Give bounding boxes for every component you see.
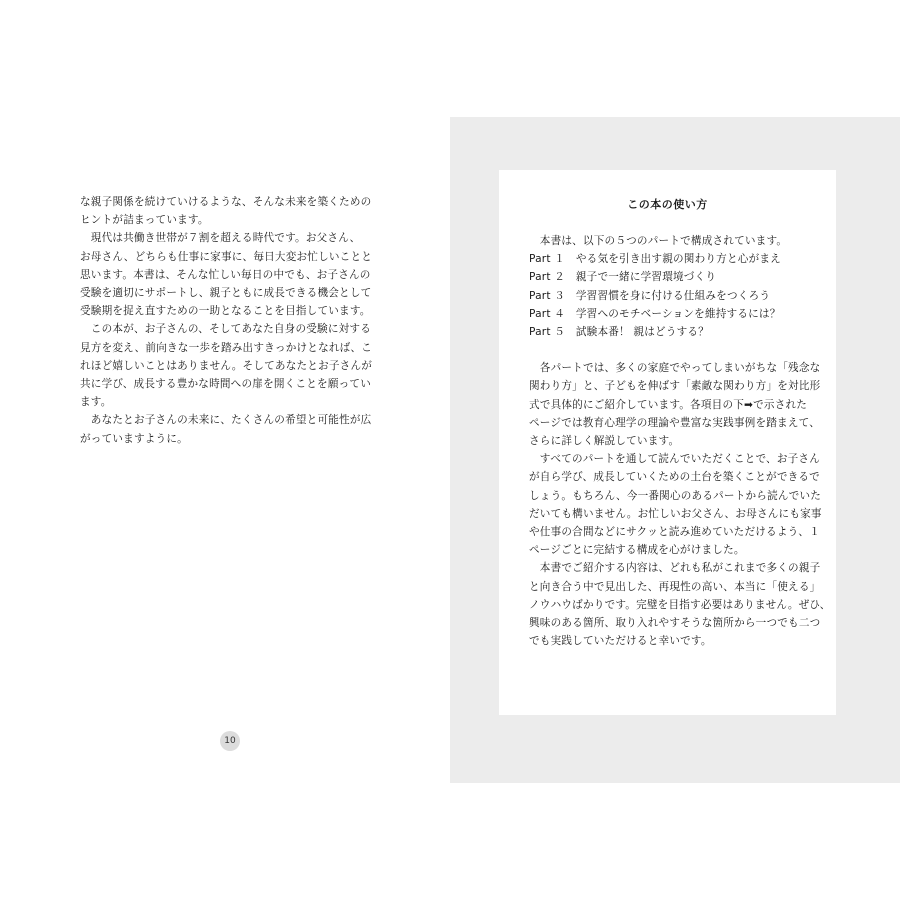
text-line: ページでは教育心理学の理論や豊富な実践事例を踏まえて、 [529,416,821,429]
paragraph-spacer [529,341,829,359]
how-to-use-card [499,170,836,715]
text-line: ヒントが詰まっています。 [80,214,209,227]
text-line: しょう。もちろん、今一番関心のあるパートから読んでいた [529,489,822,502]
text-line: でも実践していただけると幸いです。 [529,635,712,648]
text-line: だいても構いません。お忙しいお父さん、お母さんにも家事 [529,507,822,520]
text-line: さらに詳しく解説しています。 [529,435,680,448]
text-line: 式で具体的にご紹介しています。各項目の下➡で示された [529,398,808,411]
left-page-text [80,193,385,448]
text-line: 見方を変え、前向きな一歩を踏み出すきっかけとなれば、こ [80,341,373,354]
text-line: 受験を適切にサポートし、親子ともに成長できる機会として [80,287,372,300]
card-body [529,232,829,650]
text-line: と向き合う中で見出した、再現性の高い、本当に「使える」 [529,580,821,593]
text-line: がっていますように。 [80,432,188,445]
text-line: すべてのパートを通して読んでいただくことで、お子さん [529,453,821,466]
card-title: この本の使い方 [627,198,708,211]
part-item: Part １ やる気を引き出す親の関わり方と心がまえ [529,253,781,266]
text-line: 本書でご紹介する内容は、どれも私がこれまで多くの親子 [529,562,821,575]
part-item: Part ４ 学習へのモチベーションを維持するには？ [529,307,781,320]
part-item: Part ３ 学習習慣を身に付ける仕組みをつくろう [529,289,771,302]
text-line: あなたとお子さんの未来に、たくさんの希望と可能性が広 [80,414,372,427]
text-line: ノウハウばかりです。完璧を目指す必要はありません。ぜひ、 [529,598,831,611]
text-line: や仕事の合間などにサクッと読み進めていただけるよう、１ [529,526,821,539]
text-line: 受験期を捉え直すための一助となることを目指しています。 [80,305,371,318]
text-line: 思います。本書は、そんな忙しい毎日の中でも、お子さんの [80,268,371,281]
text-line: 関わり方」と、子どもを伸ばす「素敵な関わり方」を対比形 [529,380,821,393]
part-item: Part ２ 親子で一緒に学習環境づくり [529,271,717,284]
text-line: 現代は共働き世帯が７割を超える時代です。お父さん、 [80,232,361,245]
page-number-badge: 10 [220,731,240,751]
text-line: が自ら学び、成長していくための土台を築くことができるで [529,471,820,484]
part-item: Part ５ 試験本番！ 親はどうする？ [529,326,709,339]
text-line: この本が、お子さんの、そしてあなた自身の受験に対する [80,323,372,336]
text-line: お母さん、どちらも仕事に家事に、毎日大変お忙しいことと [80,250,373,263]
right-page [450,117,900,783]
text-line: 各パートでは、多くの家庭でやってしまいがちな「残念な [529,362,821,375]
text-line: 興味のある箇所、取り入れやすそうな箇所から一つでも二つ [529,617,821,630]
text-line: ページごとに完結する構成を心がけました。 [529,544,745,557]
intro-line: 本書は、以下の５つのパートで構成されています。 [529,235,788,247]
text-line: な親子関係を続けていけるような、そんな未来を築くための [80,196,372,208]
text-line: ます。 [80,396,112,409]
text-line: 共に学び、成長する豊かな時間への扉を開くことを願ってい [80,378,372,391]
text-line: れほど嬉しいことはありません。そしてあなたとお子さんが [80,359,373,372]
